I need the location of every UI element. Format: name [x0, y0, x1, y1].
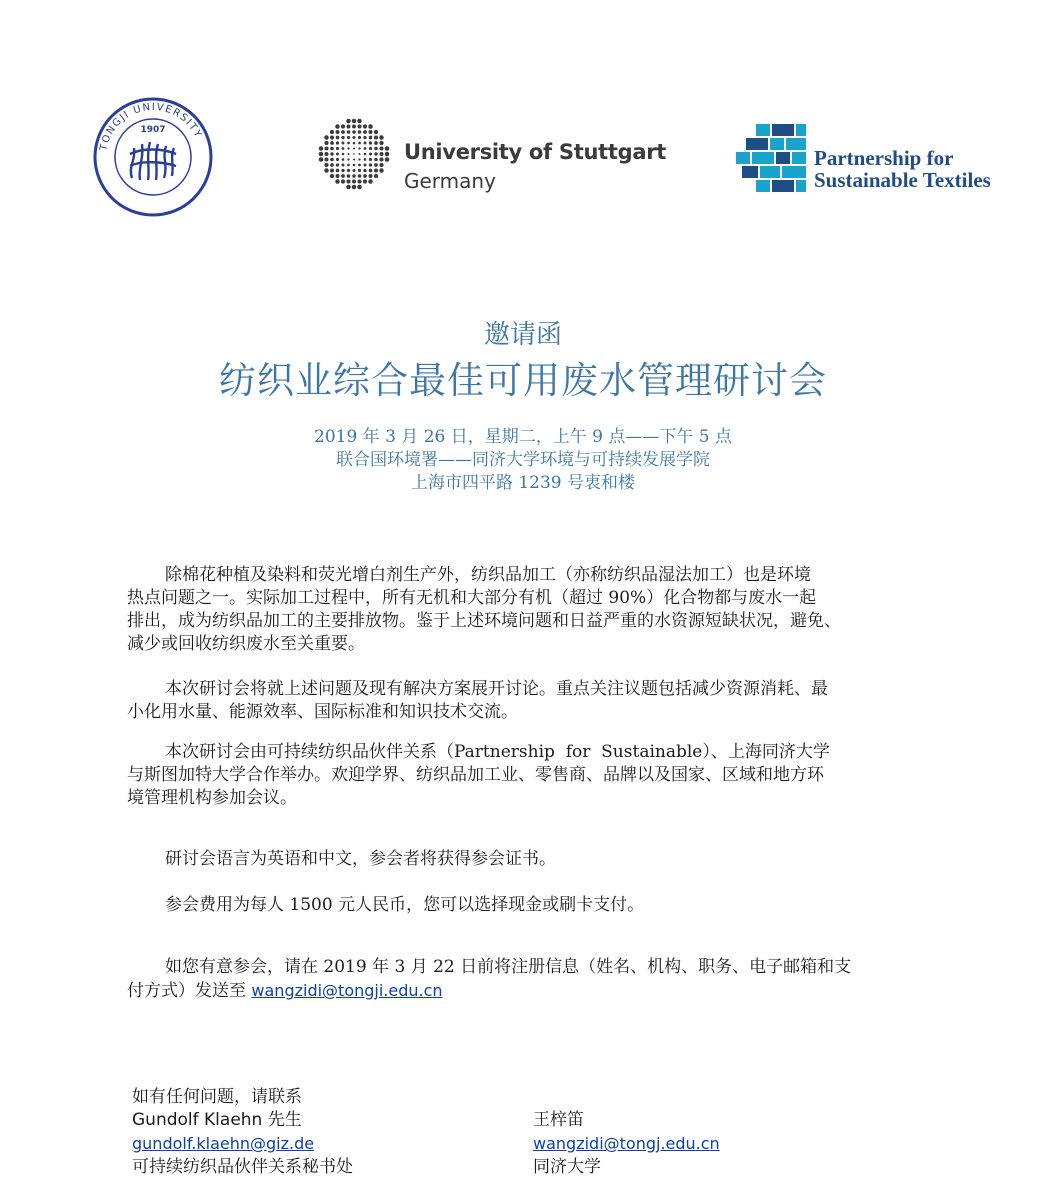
contact-intro: 如有任何问题，请联系: [132, 1087, 302, 1107]
partnership-line2: Sustainable Textiles: [814, 168, 991, 192]
paragraph-topics: [127, 678, 927, 724]
paragraph-fee: [127, 894, 927, 917]
contact-org: 同济大学: [533, 1157, 601, 1177]
tongji-university-logo: [92, 96, 214, 218]
registration-email-link[interactable]: wangzidi@tongji.edu.cn: [251, 981, 443, 1000]
stuttgart-dot-emblem-icon: [318, 118, 390, 190]
paragraph-line: 本次研讨会将就上述问题及现有解决方案展开讨论。重点关注议题包括减少资源消耗、最: [165, 679, 828, 699]
stuttgart-country: Germany: [404, 169, 496, 193]
paragraph-line: 本次研讨会由可持续纺织品伙伴关系（Partnership for Sustainable）、上海同济大学: [165, 742, 830, 762]
contact-tongji: [533, 1109, 720, 1179]
paragraph-registration: [127, 956, 927, 1003]
paragraph-line: 参会费用为每人 1500 元人民币，您可以选择现金或刷卡支付。: [165, 895, 645, 915]
paragraph-line: [127, 979, 927, 1003]
event-date: 2019 年 3 月 26 日，星期二，上午 9 点——下午 5 点: [314, 427, 732, 447]
tongji-year: 1907: [140, 125, 166, 135]
paragraph-organizers: [127, 741, 927, 810]
contact-name: Gundolf Klaehn 先生: [132, 1110, 302, 1130]
stuttgart-name: University of Stuttgart: [404, 140, 666, 164]
partnership-logo: [736, 122, 1026, 194]
logo-bar: [0, 0, 1046, 260]
paragraph-line: 境管理机构参加会议。: [127, 788, 297, 808]
paragraph-line: 热点问题之一。实际加工过程中，所有无机和大部分有机（超过 90%）化合物都与废水一起: [127, 588, 817, 608]
partnership-blocks-icon: [736, 122, 808, 194]
event-details: [0, 426, 1046, 495]
contact-org: 可持续纺织品伙伴关系秘书处: [132, 1157, 353, 1177]
partnership-line1: Partnership for: [814, 146, 954, 170]
paragraph-language: [127, 848, 927, 871]
tongji-ring-text: TONGJI UNIVERSITY: [98, 101, 204, 152]
stuttgart-logo: [318, 118, 666, 198]
registration-prefix: 付方式）发送至: [127, 981, 252, 1001]
invitation-subtitle: 邀请函: [483, 320, 562, 350]
paragraph-line: 排出，成为纺织品加工的主要排放物。鉴于上述环境问题和日益严重的水资源短缺状况，避免、: [127, 611, 841, 631]
paragraph-line: 与斯图加特大学合作举办。欢迎学界、纺织品加工业、零售商、品牌以及国家、区域和地方环: [127, 765, 824, 785]
paragraph-line: 除棉花种植及染料和荧光增白剂生产外，纺织品加工（亦称纺织品湿法加工）也是环境: [165, 565, 811, 585]
event-venue: 联合国环境署——同济大学环境与可持续发展学院: [336, 450, 710, 470]
paragraph-intro: [127, 564, 927, 656]
contact-email-link[interactable]: wangzidi@tongj.edu.cn: [533, 1134, 720, 1153]
contact-name: 王梓笛: [533, 1110, 584, 1130]
paragraph-line: 如您有意参会，请在 2019 年 3 月 22 日前将注册信息（姓名、机构、职务、电子邮箱和支: [165, 957, 852, 977]
event-address: 上海市四平路 1239 号衷和楼: [410, 473, 636, 493]
contact-giz: [132, 1086, 353, 1179]
paragraph-line: 减少或回收纺织废水至关重要。: [127, 634, 365, 654]
paragraph-line: 研讨会语言为英语和中文，参会者将获得参会证书。: [165, 849, 556, 869]
contact-email-link[interactable]: gundolf.klaehn@giz.de: [132, 1134, 315, 1153]
page-title: 纺织业综合最佳可用废水管理研讨会: [219, 359, 827, 402]
paragraph-line: 小化用水量、能源效率、国际标准和知识技术交流。: [127, 702, 518, 722]
